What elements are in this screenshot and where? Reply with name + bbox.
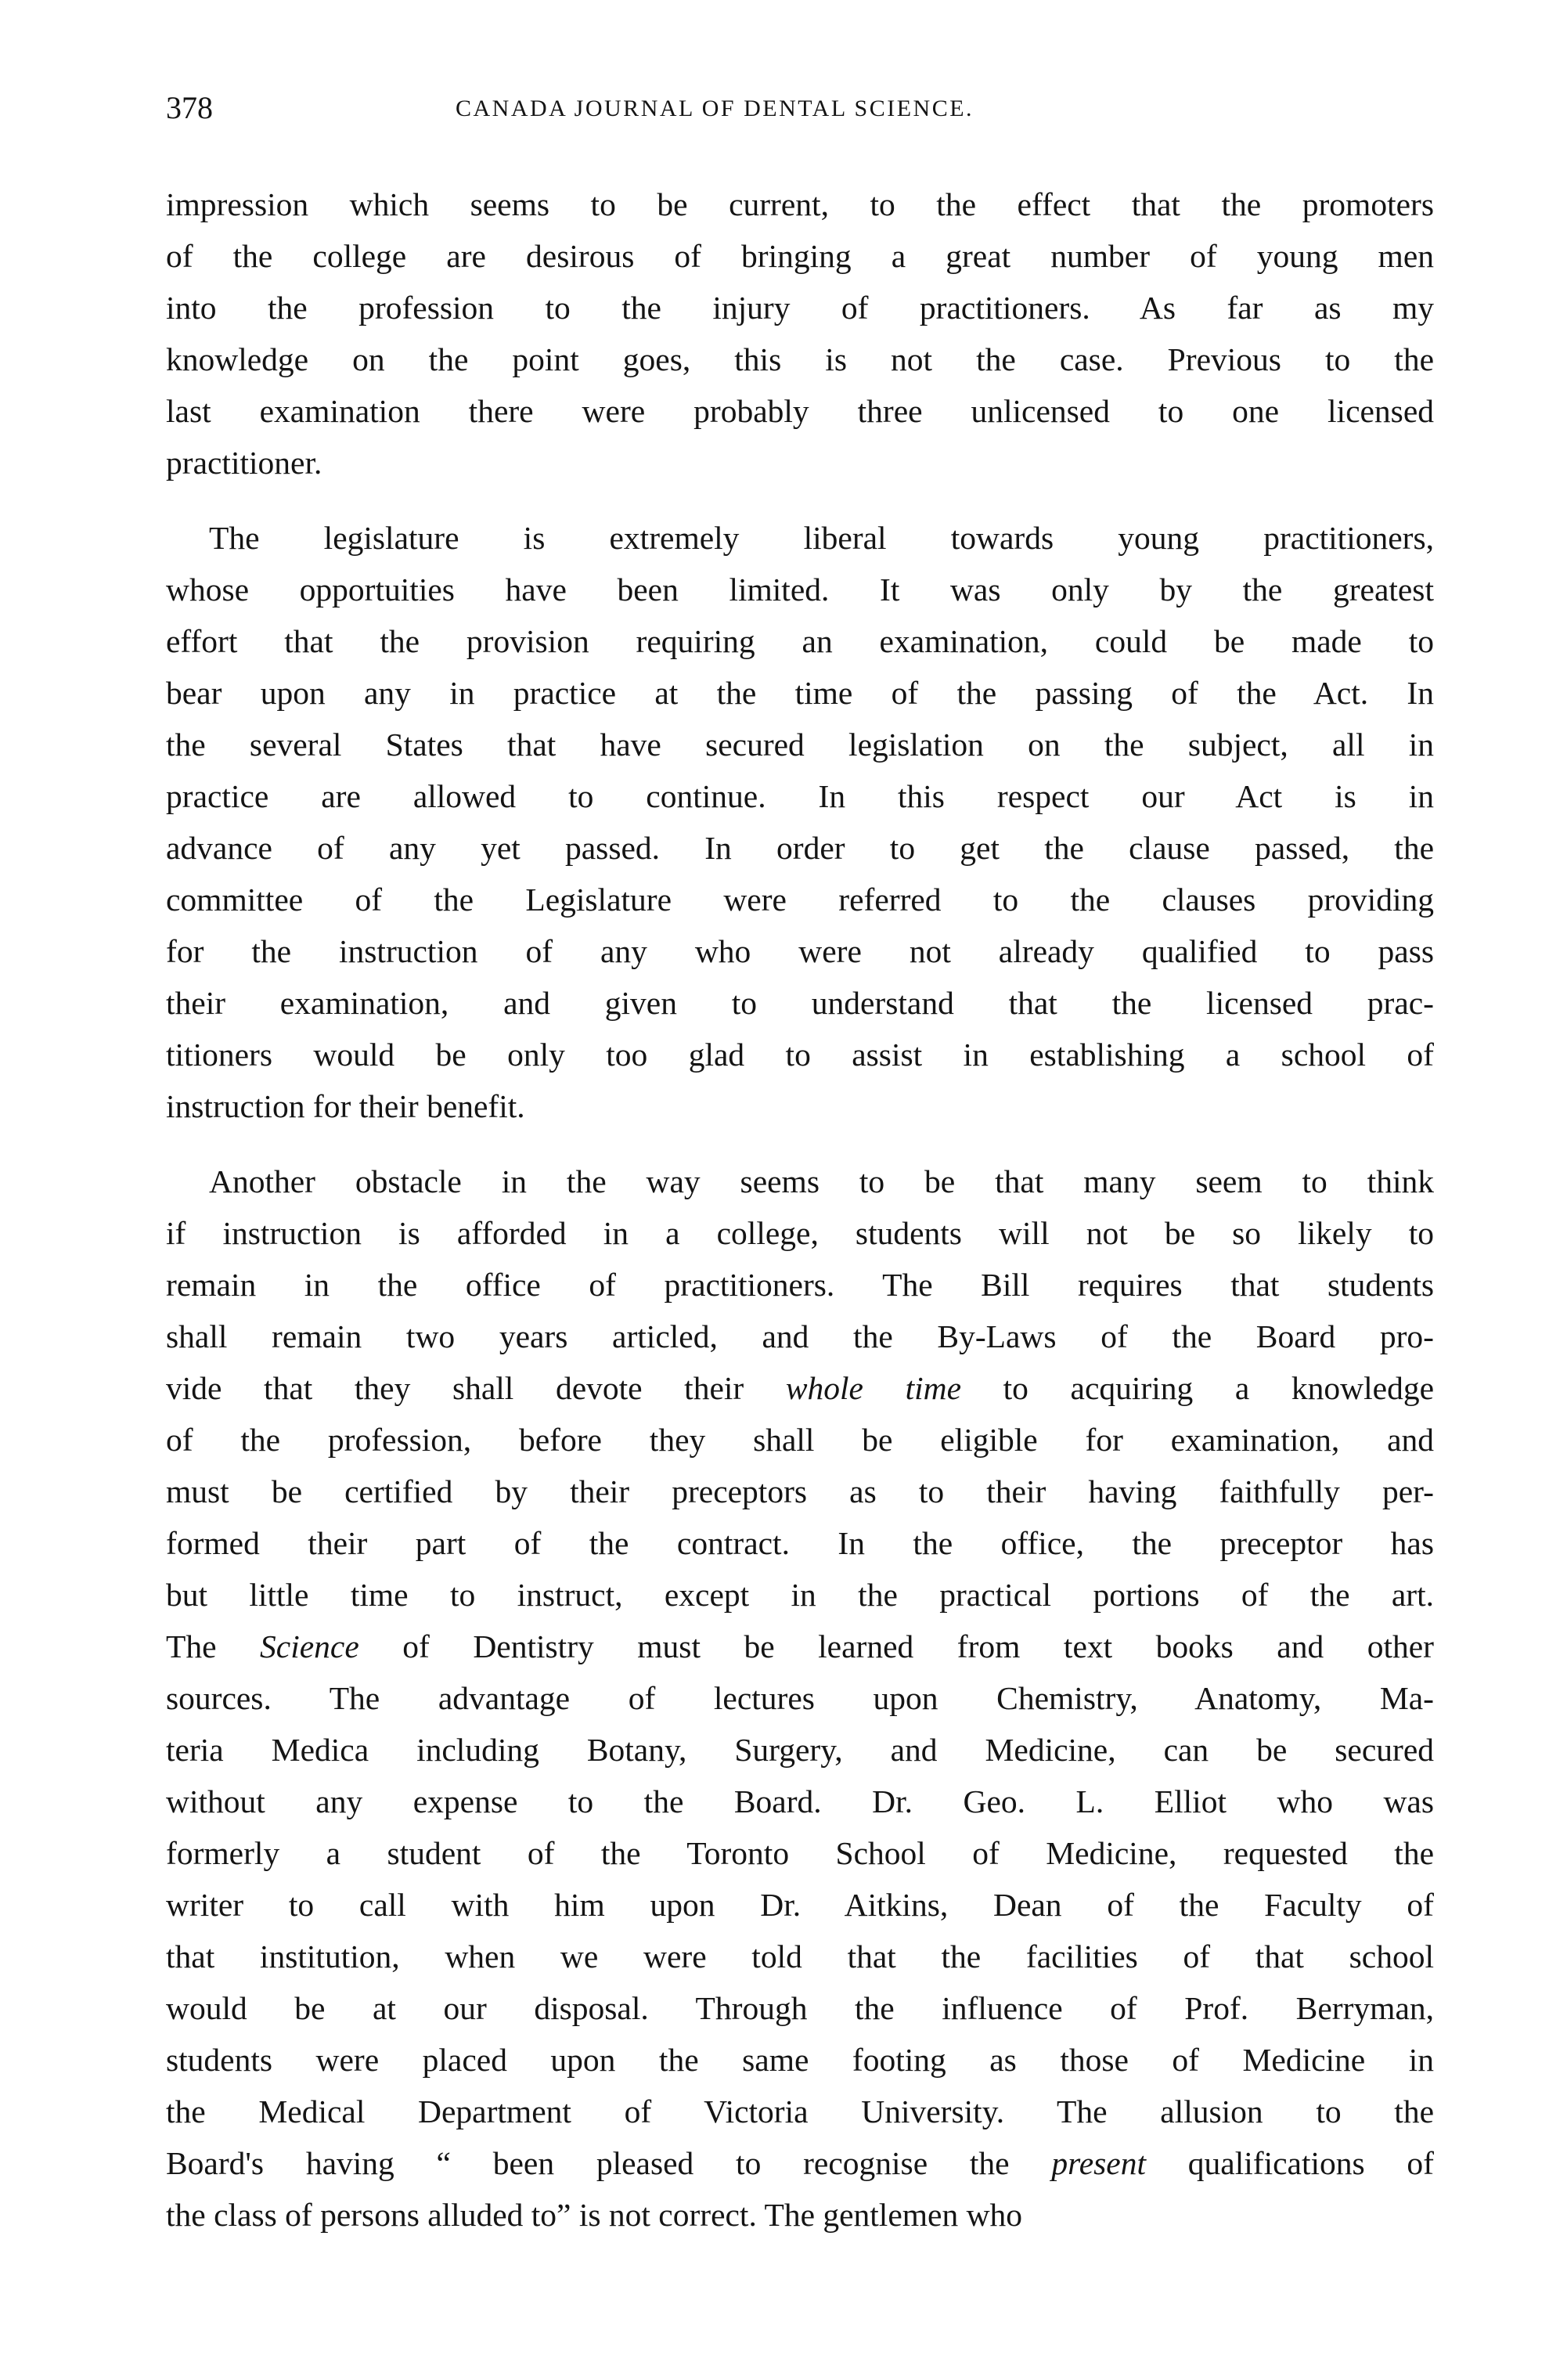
text-line: last examination there were probably three unlicensed to one licensed <box>166 393 1434 429</box>
text-line: writer to call with him upon Dr. Aitkins, Dean of the Faculty of <box>166 1887 1434 1923</box>
paragraph-gap <box>166 1132 1434 1156</box>
text-line: impression which seems to be current, to the effect that the promoters <box>166 186 1434 222</box>
text-line: into the profession to the injury of practitioners. As far as my <box>166 290 1434 326</box>
text-line: formed their part of the contract. In the office, the preceptor has <box>166 1525 1434 1561</box>
paragraph <box>166 512 1434 1132</box>
text-line: would be at our disposal. Through the influence of Prof. Berryman, <box>166 1990 1434 2026</box>
text-line: effort that the provision requiring an examination, could be made to <box>166 623 1434 659</box>
text-line: titioners would be only too glad to assist in establishing a school of <box>166 1037 1434 1073</box>
text-line: practice are allowed to continue. In this respect our Act is in <box>166 778 1434 814</box>
emphasis: whole time <box>785 1370 962 1406</box>
text-line: bear upon any in practice at the time of the passing of the Act. In <box>166 675 1434 711</box>
body-text <box>166 178 1434 2241</box>
text-line: Board's having “ been pleased to recognise the present qualifications of <box>166 2145 1434 2181</box>
text-line: knowledge on the point goes, this is not the case. Previous to the <box>166 341 1434 377</box>
text-line: practitioner. <box>166 445 322 481</box>
text-line: whose opportuities have been limited. It was only by the greatest <box>166 572 1434 608</box>
text-line: formerly a student of the Toronto School of Medicine, requested the <box>166 1835 1434 1871</box>
text-line: for the instruction of any who were not already qualified to pass <box>166 933 1434 969</box>
text-line: sources. The advantage of lectures upon Chemistry, Anatomy, Ma- <box>166 1680 1434 1716</box>
text-line: remain in the office of practitioners. The Bill requires that students <box>166 1267 1434 1303</box>
text-line: the Medical Department of Victoria University. The allusion to the <box>166 2093 1434 2129</box>
emphasis: Science <box>260 1628 359 1664</box>
text-line: if instruction is afforded in a college, students will not be so likely to <box>166 1215 1434 1251</box>
text-line: the several States that have secured legislation on the subject, all in <box>166 727 1434 763</box>
paragraph-gap <box>166 489 1434 512</box>
text-line: students were placed upon the same footing as those of Medicine in <box>166 2042 1434 2078</box>
text-line: but little time to instruct, except in the practical portions of the art. <box>166 1577 1434 1613</box>
text-line: the class of persons alluded to” is not correct. The gentlemen who <box>166 2197 1023 2233</box>
text-line: committee of the Legislature were referred to the clauses providing <box>166 882 1434 918</box>
text-line: that institution, when we were told that the facilities of that school <box>166 1938 1434 1974</box>
text-line: The legislature is extremely liberal towards young practitioners, <box>209 520 1434 556</box>
page-number: 378 <box>166 90 213 125</box>
text-line: vide that they shall devote their whole time to acquiring a knowledge <box>166 1370 1434 1406</box>
text-line: without any expense to the Board. Dr. Geo. L. Elliot who was <box>166 1783 1434 1819</box>
running-header: CANADA JOURNAL OF DENTAL SCIENCE. <box>456 96 974 121</box>
emphasis: present <box>1051 2145 1146 2181</box>
text-line: shall remain two years articled, and the By-Laws of the Board pro- <box>166 1318 1434 1354</box>
paragraph <box>166 178 1434 489</box>
paragraph <box>166 1156 1434 2241</box>
text-line: instruction for their benefit. <box>166 1088 525 1124</box>
text-line: of the profession, before they shall be eligible for examination, and <box>166 1422 1434 1458</box>
text-line: of the college are desirous of bringing a great number of young men <box>166 238 1434 274</box>
text-line: must be certified by their preceptors as to their having faithfully per- <box>166 1473 1434 1509</box>
text-line: Another obstacle in the way seems to be that many seem to think <box>209 1163 1434 1199</box>
text-line: The Science of Dentistry must be learned from text books and other <box>166 1628 1434 1664</box>
text-line: advance of any yet passed. In order to get the clause passed, the <box>166 830 1434 866</box>
text-line: their examination, and given to understand that the licensed prac- <box>166 985 1434 1021</box>
text-line: teria Medica including Botany, Surgery, and Medicine, can be secured <box>166 1732 1434 1768</box>
